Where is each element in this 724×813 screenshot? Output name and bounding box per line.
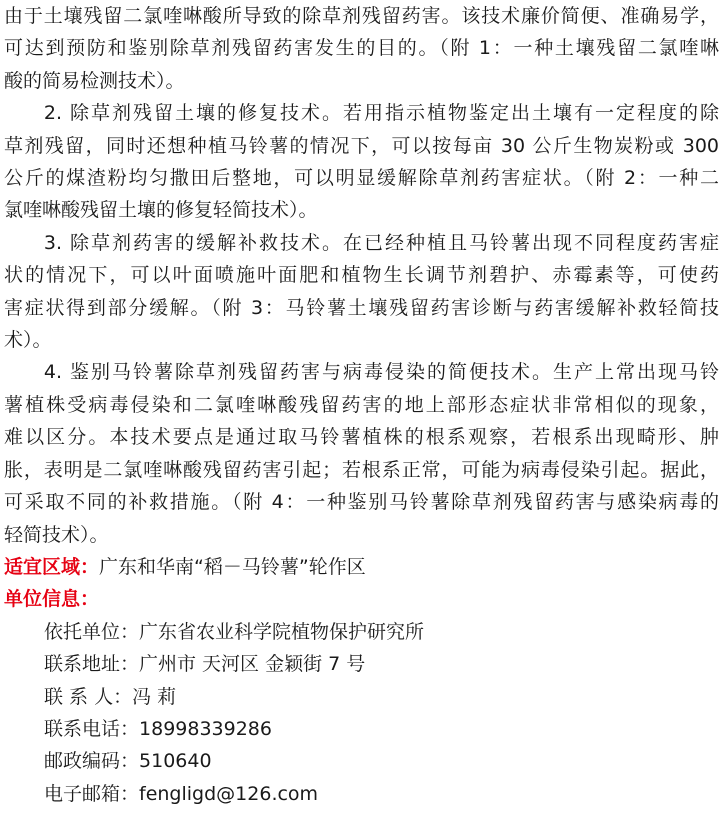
- contact-label: 邮政编码：: [44, 750, 140, 773]
- contact-row-email: [4, 778, 719, 810]
- region-label: 适宜区域：: [4, 555, 100, 578]
- contact-label: 联系电话：: [44, 717, 140, 740]
- contact-row-phone: [4, 713, 719, 745]
- contact-value: 广州市 天河区 金颖街 7 号: [139, 653, 366, 676]
- paragraph-4: [4, 356, 719, 550]
- contact-row-person: [4, 681, 719, 713]
- contact-row-postcode: [4, 745, 719, 777]
- contact-label: 联系地址：: [44, 653, 140, 676]
- paragraph-line: 薯植株受病毒侵染和二氯喹啉酸残留药害的地上部形态症状非常相似的现象，: [4, 393, 719, 416]
- contact-value: 18998339286: [139, 717, 272, 740]
- paragraph-line: 由于土壤残留二氯喹啉酸所导致的除草剂残留药害。该技术廉价简便、准确易学，: [4, 5, 719, 27]
- contact-row-address: [4, 648, 719, 680]
- paragraph-line: 可采取不同的补救措施。（附 4：一种鉴别马铃薯除草剂残留药害与感染病毒的: [4, 491, 719, 514]
- contact-value: 冯 莉: [132, 685, 177, 708]
- paragraph-line: 4. 鉴别马铃薯除草剂残留药害与病毒侵染的简便技术。生产上常出现马铃: [43, 361, 719, 384]
- contact-row-host-unit: [4, 616, 719, 648]
- paragraph-line: 术）。: [4, 329, 52, 352]
- paragraph-line: 公斤的煤渣粉均匀撒田后整地，可以明显缓解除草剂药害症状。（附 2：一种二: [4, 167, 719, 190]
- paragraph-line: 轻简技术）。: [4, 523, 109, 546]
- region-row: [4, 551, 719, 583]
- contact-value: 广东省农业科学院植物保护研究所: [139, 620, 425, 643]
- paragraph-line: 氯喹啉酸残留土壤的修复轻简技术）。: [4, 199, 318, 222]
- contact-label: 电子邮箱：: [44, 782, 140, 805]
- paragraph-1: [4, 0, 719, 97]
- paragraph-line: 状的情况下，可以叶面喷施叶面肥和植物生长调节剂碧护、赤霉素等，可使药: [4, 264, 719, 287]
- contact-label: 联 系 人：: [44, 685, 133, 708]
- contact-value: fengligd@126.com: [139, 782, 319, 805]
- paragraph-line: 害症状得到部分缓解。（附 3：马铃薯土壤残留药害诊断与药害缓解补救轻简技: [4, 296, 719, 319]
- paragraph-2: [4, 97, 719, 227]
- paragraph-line: 3. 除草剂药害的缓解补救技术。在已经种植且马铃薯出现不同程度药害症: [43, 231, 719, 254]
- paragraph-line: 草剂残留，同时还想种植马铃薯的情况下，可以按每亩 30 公斤生物炭粉或 300: [4, 134, 719, 157]
- paragraph-line: 难以区分。本技术要点是通过取马铃薯植株的根系观察，若根系出现畸形、肿: [4, 426, 719, 449]
- region-value: 广东和华南“稻－马铃薯”轮作区: [99, 555, 366, 578]
- paragraph-line: 可达到预防和鉴别除草剂残留药害发生的目的。（附 1：一种土壤残留二氯喹啉: [4, 37, 719, 60]
- paragraph-line: 2. 除草剂残留土壤的修复技术。若用指示植物鉴定出土壤有一定程度的除: [43, 102, 719, 125]
- contact-label: 依托单位：: [44, 620, 140, 643]
- paragraph-line: 胀，表明是二氯喹啉酸残留药害引起；若根系正常，可能为病毒侵染引起。据此，: [4, 458, 719, 481]
- contact-value: 510640: [139, 750, 212, 773]
- unit-info-section: [4, 583, 719, 615]
- unit-info-heading: 单位信息：: [4, 588, 100, 611]
- paragraph-line: 酸的简易检测技术）。: [4, 69, 185, 92]
- contact-list: [4, 616, 719, 810]
- paragraph-3: [4, 227, 719, 357]
